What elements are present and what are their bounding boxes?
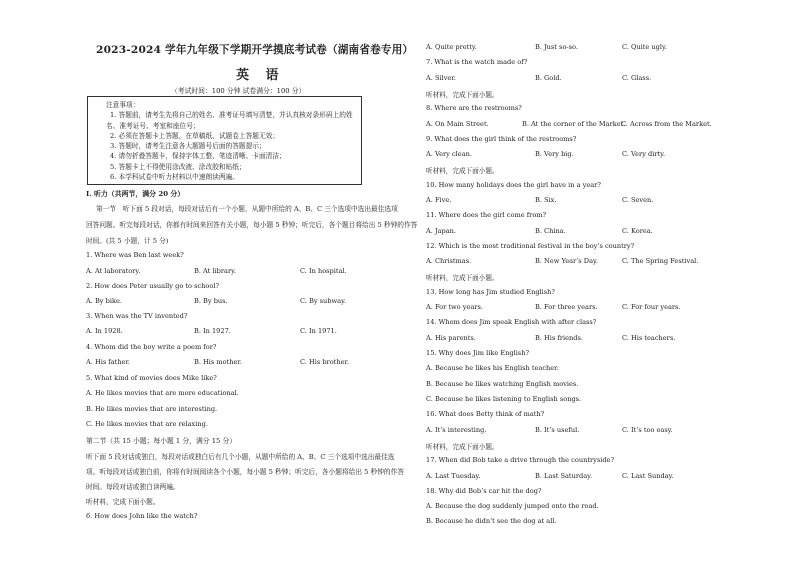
- option-row: [426, 227, 726, 237]
- option-row: [426, 120, 726, 130]
- part1-line: 第一节 听下面 5 段对话，每段对话后有一个小题，从题中所给的 A、B、C 三个选项中选出最佳选项: [96, 205, 398, 213]
- option-row: [86, 297, 406, 307]
- option-c[interactable]: C. Because he likes listening to English songs.: [426, 395, 582, 403]
- part2-line: 项。听每段对话或独白前，你将有时间阅读各个小题，每小题 5 秒钟；听完后，各小题将给出 5 秒钟的作答: [86, 468, 404, 476]
- option-row: [86, 267, 406, 277]
- question: 9. What does the girl think of the restrooms?: [426, 135, 577, 143]
- option-b[interactable]: B. Six.: [535, 196, 557, 204]
- option-a[interactable]: A. By bike.: [86, 297, 122, 305]
- notice-item: 4. 请勿折叠答题卡，保持字体工整、笔迹清晰、卡面清洁；: [110, 152, 286, 161]
- option-b[interactable]: B. By bus.: [194, 297, 228, 305]
- option-c[interactable]: C. Glass.: [622, 74, 652, 82]
- option-a[interactable]: A. Very clean.: [426, 150, 472, 158]
- question: 13. How long has Jim studied English?: [426, 288, 555, 296]
- option-b[interactable]: B. China.: [535, 227, 566, 235]
- option-row: [426, 303, 726, 313]
- option-b[interactable]: B. Because he didn’t see the dog at all.: [426, 517, 557, 525]
- part2-line: 听下面 5 段对话或独白，每段对话或独白后有几个小题，从题中所给的 A、B、C 三个选项中选出最佳选: [86, 453, 395, 461]
- option-a[interactable]: A. Last Tuesday.: [426, 472, 481, 480]
- option-c[interactable]: C. Very dirty.: [622, 150, 666, 158]
- option-b[interactable]: B. For three years.: [535, 303, 598, 311]
- listen-prompt: 听材料，完成下面小题。: [426, 91, 499, 99]
- question: 6. How does John like the watch?: [86, 512, 198, 520]
- option-row: [426, 257, 726, 267]
- option-c[interactable]: C. Quite ugly.: [622, 43, 667, 51]
- listen-prompt: 听材料，完成下面小题。: [426, 274, 499, 282]
- section-heading: Ⅰ. 听力（共两节，满分 20 分）: [86, 190, 185, 198]
- question: 4. Whom did the boy write a poem for?: [86, 343, 217, 351]
- option-a[interactable]: A. He likes movies that are more educational.: [86, 389, 239, 397]
- option-c[interactable]: C. In hospital.: [300, 267, 347, 275]
- question: 16. What does Betty think of math?: [426, 410, 545, 418]
- option-row: [426, 426, 726, 436]
- option-c[interactable]: C. His teachers.: [622, 334, 676, 342]
- option-row: [86, 358, 406, 368]
- option-c[interactable]: C. By subway.: [300, 297, 347, 305]
- option-row: [426, 43, 726, 53]
- option-a[interactable]: A. Christmas.: [426, 257, 472, 265]
- option-b[interactable]: B. At library.: [194, 267, 237, 275]
- option-row: [426, 334, 726, 344]
- question: 5. What kind of movies does Mike like?: [86, 374, 217, 382]
- question: 2. How does Peter usually go to school?: [86, 282, 220, 290]
- option-b[interactable]: B. Gold.: [535, 74, 562, 82]
- option-row: [426, 472, 726, 482]
- option-c[interactable]: C. His brother.: [300, 358, 350, 366]
- question: 11. Where does the girl come from?: [426, 211, 547, 219]
- option-b[interactable]: B. In 1927.: [194, 327, 231, 335]
- notice-item: 2. 必须在答题卡上答题，在草稿纸、试题卷上答题无效；: [110, 131, 280, 140]
- option-b[interactable]: B. Very big.: [535, 150, 574, 158]
- option-c[interactable]: C. For four years.: [622, 303, 681, 311]
- option-a[interactable]: A. On Main Street.: [426, 120, 489, 128]
- option-row: [426, 150, 726, 160]
- option-a[interactable]: A. For two years.: [426, 303, 483, 311]
- part1-line: 时间。(共 5 小题，计 5 分): [86, 237, 169, 245]
- notice-item: 1. 答题前，请考生先将自己的姓名、准考证号填写清楚，并认真核对条形码上的姓: [110, 111, 353, 120]
- listen-prompt: 听材料，完成下面小题。: [426, 443, 499, 451]
- listen-prompt: 听材料，完成下面小题。: [86, 498, 160, 506]
- option-a[interactable]: A. In 1928.: [86, 327, 123, 335]
- option-c[interactable]: C. Last Sunday.: [622, 472, 674, 480]
- option-row: [426, 196, 726, 206]
- notice-box: [87, 96, 362, 185]
- subject-title: 英 语: [236, 68, 285, 83]
- question: 1. Where was Ben last week?: [86, 251, 184, 259]
- option-a[interactable]: A. Because he likes his English teacher.: [426, 364, 559, 372]
- option-c[interactable]: C. He likes movies that are relaxing.: [86, 420, 208, 428]
- option-row: [426, 74, 726, 84]
- exam-info: （考试时间：100 分钟 试卷满分：100 分）: [171, 87, 306, 95]
- part2-line: 时间。每段对话或独白读两遍。: [86, 483, 180, 491]
- notice-title: 注意事项：: [106, 101, 140, 109]
- option-b[interactable]: B. New Year’s Day.: [535, 257, 598, 265]
- option-a[interactable]: A. It’s interesting.: [426, 426, 487, 434]
- question: 14. Whom does Jim speak English with after class?: [426, 318, 597, 326]
- question: 7. What is the watch made of?: [426, 58, 528, 66]
- question: 3. When was the TV invented?: [86, 312, 188, 320]
- option-c[interactable]: C. It’s too easy.: [622, 426, 673, 434]
- option-a[interactable]: A. His parents.: [426, 334, 476, 342]
- option-c[interactable]: C. Korea.: [622, 227, 653, 235]
- option-row: [86, 327, 406, 337]
- question: 18. Why did Bob’s car hit the dog?: [426, 487, 542, 495]
- listen-prompt: 听材料，完成下面小题。: [426, 167, 499, 175]
- option-b[interactable]: B. His friends.: [535, 334, 583, 342]
- option-c[interactable]: C. In 1971.: [300, 327, 337, 335]
- question: 10. How many holidays does the girl have in a year?: [426, 181, 601, 189]
- part2-heading: 第二节（共 15 小题；每小题 1 分，满分 15 分）: [86, 437, 237, 445]
- part1-line: 回答问题。听完每段对话，你都有时间来回答有关小题，每小题 5 秒钟；听完后，各个题目将给出 5 秒钟的作答: [86, 221, 418, 229]
- option-b[interactable]: B. At the corner of the Market.: [522, 120, 626, 128]
- option-b[interactable]: B. Just so-so.: [535, 43, 578, 51]
- option-b[interactable]: B. His mother.: [194, 358, 242, 366]
- option-a[interactable]: A. Quite pretty.: [426, 43, 477, 51]
- question: 8. Where are the restrooms?: [426, 104, 522, 112]
- exam-title: 2023-2024 学年九年级下学期开学摸底考试卷（湖南省卷专用）: [96, 44, 414, 56]
- option-a[interactable]: A. Five.: [426, 196, 452, 204]
- question: 17. When did Bob take a drive through the countryside?: [426, 456, 614, 464]
- option-b[interactable]: B. Last Saturday.: [535, 472, 593, 480]
- option-a[interactable]: A. His father.: [86, 358, 130, 366]
- notice-item: 5. 答题卡上不得使用涂改液、涂改胶和贴纸；: [110, 162, 246, 171]
- option-c[interactable]: C. The Spring Festival.: [622, 257, 699, 265]
- option-b[interactable]: B. Because he likes watching English movies.: [426, 380, 579, 388]
- option-b[interactable]: B. He likes movies that are interesting.: [86, 405, 218, 413]
- option-a[interactable]: A. Because the dog suddenly jumped onto the road.: [426, 502, 599, 510]
- question: 12. Which is the most traditional festival in the boy’s country?: [426, 242, 635, 250]
- option-b[interactable]: B. It’s useful.: [535, 426, 580, 434]
- option-a[interactable]: A. Japan.: [426, 227, 457, 235]
- question: 15. Why does Jim like English?: [426, 349, 529, 357]
- notice-item: 6. 本学科试卷中听力材料以中速朗读两遍。: [110, 173, 239, 182]
- notice-item: 3. 答题时，请考生注意各大题题号后面的答题提示；: [110, 142, 266, 151]
- option-c[interactable]: C. Seven.: [622, 196, 654, 204]
- notice-item: 名、准考证号、考室和座位号；: [106, 121, 200, 130]
- option-a[interactable]: A. Silver.: [426, 74, 456, 82]
- option-c[interactable]: C. Across from the Market.: [621, 120, 712, 128]
- option-a[interactable]: A. At laboratory.: [86, 267, 141, 275]
